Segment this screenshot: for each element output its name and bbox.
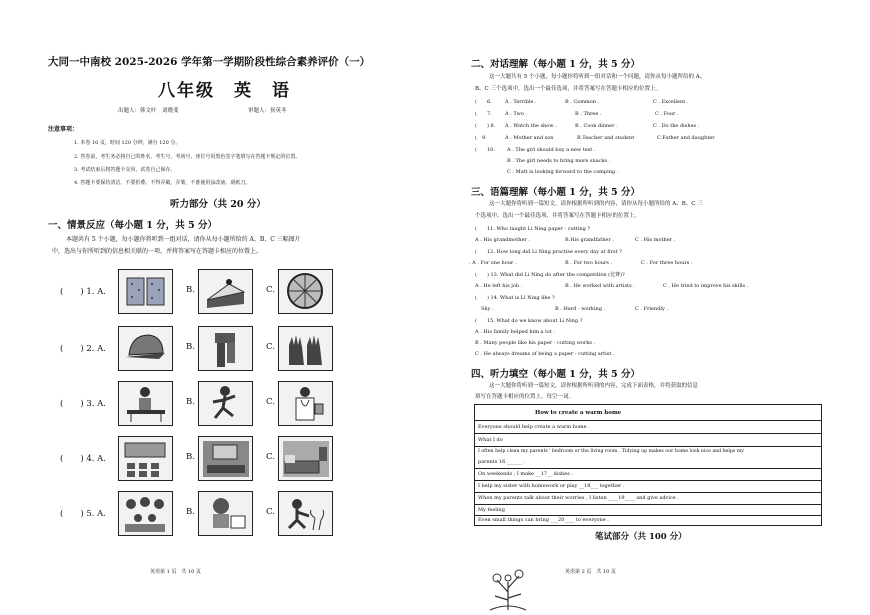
q12: ( 12. How long did Li Ning practise every day at first ? <box>475 249 622 255</box>
table-row: parents 16 ______ . <box>478 459 526 465</box>
painting-girl-icon <box>199 492 252 535</box>
q8-a: A . Watch the show . <box>505 123 557 129</box>
note-1: 1. 本卷 10 页，时间 120 分钟，满分 120 分。 <box>74 140 181 146</box>
doctor-icon <box>279 382 332 425</box>
option-c-label: C. <box>266 342 275 352</box>
scarf-icon <box>199 327 252 370</box>
q8-b: B . Cook dinner . <box>575 123 618 129</box>
runner-picture <box>198 381 253 426</box>
table-row: Even small things can bring ___20____ to everyone . <box>478 517 609 523</box>
section3-instruction-2: 个选项中，选出一个最佳选项，并将答案写在答题卡相应的位置上。 <box>475 213 641 219</box>
table-row: I often help clean my parents ' bedroom or the living room . Tidying up makes our home look nice and helps my <box>478 449 744 454</box>
q10-b: B . The girl needs to bring more snacks . <box>507 158 611 164</box>
authors-right: 审题人：侯英冬 <box>248 108 287 114</box>
q11-b: B.His grandfather . <box>565 237 614 243</box>
q12-a: . A . For one hour . <box>469 260 517 266</box>
footer-right: 英语第 2 页 共 10 页 <box>565 569 616 575</box>
q14-a: Shy . <box>481 306 494 312</box>
q14-b: B . Hard - working . <box>555 306 606 312</box>
table-row: Everyone should help create a warm home . <box>478 424 590 430</box>
section4-instruction-2: 填写在答题卡相应的位置上。每空一词。 <box>475 394 575 400</box>
classroom-icon <box>119 437 172 480</box>
q10-num: ( 10. <box>475 147 495 153</box>
section1-instruction-2: 中，选出与你所听到的信息相关联的一项，并将答案写在答题卡相应的位置上。 <box>52 248 263 255</box>
note-3: 3. 考试结束后将答题卡交回，试卷自己保存。 <box>74 167 176 173</box>
q10-a: A . The girl should buy a new test . <box>507 147 596 153</box>
q15-a: A . His family helped him a lot . <box>475 329 555 335</box>
gloves-picture <box>278 326 333 371</box>
q7-b: B . Three . <box>575 111 602 117</box>
q12-b: B . For two hours . <box>565 260 613 266</box>
q9-b: B.Teacher and student <box>577 135 635 141</box>
q11-a: A . His grandmother . <box>475 237 530 243</box>
q8-c: C . Do the dishes . <box>653 123 700 129</box>
cake-picture <box>198 269 253 314</box>
cake-icon <box>199 270 252 313</box>
q15-c: C . He always dreams of being a paper - cutting artist . <box>475 351 615 357</box>
section1-instruction-1: 本题共有 5 个小题，每小题你将听到一组对话，请你从每小题所给的 A、B、C 三幅图片 <box>66 236 301 243</box>
crackers-picture <box>118 269 173 314</box>
section3-title: 三、语篇理解（每小题 1 分，共 5 分） <box>471 187 640 198</box>
option-c-label: C. <box>266 452 275 462</box>
note-4: 4. 答题卡要保持清洁，不要折叠、不得弄破，弄皱，不准使用涂改液、刮纸刀。 <box>74 180 251 186</box>
table-title: How to create a warm home <box>535 410 622 416</box>
living-room-icon <box>199 437 252 480</box>
bedroom-picture <box>278 436 333 481</box>
cap-picture <box>118 326 173 371</box>
q9-c: C.Father and daughter <box>657 135 715 141</box>
q13-a: A . He left his job . <box>475 283 523 289</box>
table-row: I help my sister with homework or play __18___ together . <box>478 483 625 489</box>
q12-c: C . For three hours . <box>641 260 693 266</box>
student-at-desk-icon <box>119 382 172 425</box>
notes-title: 注意事项： <box>48 126 79 133</box>
exam-title: 大同一中南校 2025-2026 学年第一学期阶段性综合素养评价（一） <box>48 56 371 68</box>
section4-instruction-1: 这一大题你将听到一篇短文，请你根据所听到的内容，完成下面表格，并将获取的信息 <box>489 383 699 389</box>
living-room-picture <box>198 436 253 481</box>
listening-table <box>474 404 822 526</box>
q11-c: C . His mother . <box>635 237 676 243</box>
q7-c: C . Four . <box>655 111 679 117</box>
q11: ( 11. Who taught Li Ning paper - cutting ? <box>475 226 591 232</box>
written-header: 笔试部分（共 100 分） <box>595 532 687 542</box>
table-row: When my parents talk about their worries , I listen ____19____ and give advice . <box>478 495 679 501</box>
q13-b: B . He worked with artists . <box>565 283 635 289</box>
option-c-label: C. <box>266 507 275 517</box>
section1-title: 一、情景反应（每小题 1 分，共 5 分） <box>48 220 217 231</box>
q15: ( 15. What do we know about Li Ning ? <box>475 318 583 324</box>
classroom-picture <box>118 436 173 481</box>
option-b-label: B. <box>186 397 195 407</box>
pizza-picture <box>278 269 333 314</box>
crackers-icon <box>119 270 172 313</box>
q8-num: ( ) 8. <box>475 123 496 129</box>
question-4-label: ( ) 4. A. <box>60 454 106 464</box>
q13: ( ) 13. What did Li Ning do after the competition (比赛)? <box>475 272 625 278</box>
gardening-picture <box>278 491 333 536</box>
table-row: On weekends , I make __17__ dishes . <box>478 471 573 477</box>
family-group-icon <box>119 492 172 535</box>
q14: ( ) 14. What is Li Ning like ? <box>475 295 555 301</box>
q9-num: ( 9. <box>475 135 487 141</box>
section2-instruction-2: B、C 三个选项中，选出一个最佳选项，并将答案写在答题卡相应的位置上。 <box>475 86 662 92</box>
student-at-desk-picture <box>118 381 173 426</box>
footer-left: 英语第 1 页 共 10 页 <box>150 569 201 575</box>
note-2: 2. 答卷前，考生务必将自己的姓名、考生号、考场号、座位号用黑色签字笔填写在答题卡规定的位置。 <box>74 154 301 160</box>
section2-instruction-1: 这一大题共有 5 个小题，每小题你将听到一组对话和一个问题，请你从每小题所给的 A、 <box>489 74 706 80</box>
cap-icon <box>119 327 172 370</box>
q10-c: C . Matt is looking forward to the camping . <box>507 169 619 175</box>
authors-left: 出题人：韩文叶 刘晓斐 <box>118 108 179 114</box>
option-b-label: B. <box>186 452 195 462</box>
option-c-label: C. <box>266 397 275 407</box>
option-c-label: C. <box>266 285 275 295</box>
pizza-icon <box>279 270 332 313</box>
bedroom-icon <box>279 437 332 480</box>
q13-c: C . He tried to improve his skills . <box>663 283 749 289</box>
painting-girl-picture <box>198 491 253 536</box>
q7-a: A . Two . <box>505 111 528 117</box>
table-row: What I do <box>478 437 503 443</box>
q15-b: B . Many people like his paper - cutting works . <box>475 340 596 346</box>
question-5-label: ( ) 5. A. <box>60 509 106 519</box>
plant-sketch-icon <box>485 562 531 612</box>
gardening-icon <box>279 492 332 535</box>
option-b-label: B. <box>186 285 195 295</box>
scarf-picture <box>198 326 253 371</box>
gloves-icon <box>279 327 332 370</box>
q6-c: C . Excellent . <box>653 99 689 105</box>
subject-title: 八年级 英 语 <box>158 81 291 101</box>
q6-a: A . Terrible . <box>505 99 537 105</box>
q6-b: B . Common . <box>565 99 600 105</box>
section4-title: 四、听力填空（每小题 1 分，共 5 分） <box>471 369 640 380</box>
q7-num: ( 7. <box>475 111 492 117</box>
listening-header: 听力部分（共 20 分） <box>170 199 266 210</box>
q6-num: ( 6. <box>475 99 492 105</box>
family-group-picture <box>118 491 173 536</box>
doctor-picture <box>278 381 333 426</box>
question-1-label: ( ) 1. A. <box>60 287 106 297</box>
question-2-label: ( ) 2. A. <box>60 344 106 354</box>
q9-a: A . Mother and son <box>505 135 554 141</box>
option-b-label: B. <box>186 342 195 352</box>
question-3-label: ( ) 3. A. <box>60 399 106 409</box>
section2-title: 二、对话理解（每小题 1 分，共 5 分） <box>471 59 640 70</box>
runner-icon <box>199 382 252 425</box>
table-row: My feeling <box>478 507 505 513</box>
section3-instruction-1: 这一大题你将听到一篇短文，请你根据所听到的内容，请你从每小题所给的 A、B、C 三 <box>489 201 703 207</box>
q14-c: C . Friendly . <box>635 306 669 312</box>
option-b-label: B. <box>186 507 195 517</box>
